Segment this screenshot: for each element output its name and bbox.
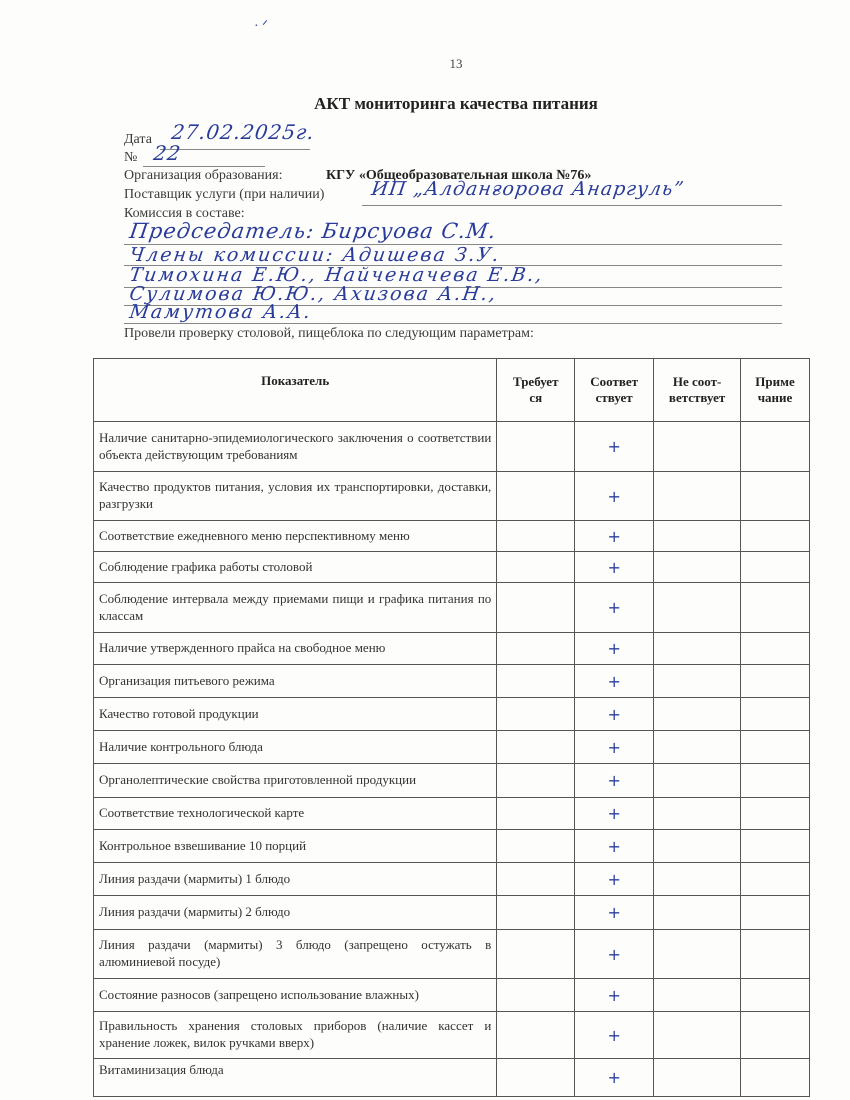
supplier-value: ИП „Алданғорова Анаргуль” (370, 178, 686, 200)
notes-cell (741, 830, 810, 863)
notes-cell (741, 583, 810, 633)
table-row (94, 979, 810, 1012)
table-row (94, 764, 810, 798)
plus-mark: + (607, 671, 621, 691)
notes-cell (741, 472, 810, 521)
col-header-complies (575, 359, 654, 422)
plus-mark: + (607, 598, 621, 617)
indicator-cell: Соблюдение графика работы столовой (94, 552, 497, 583)
plus-mark: + (607, 903, 621, 922)
commission-members-2: Тимохина Е.Ю., Найченачева Е.В., (128, 264, 546, 286)
required-cell (497, 731, 575, 764)
col-header-notes (741, 359, 810, 422)
not-complies-cell (654, 583, 741, 633)
commission-label: Комиссия в составе: (124, 206, 245, 221)
commission-members-4: Мамутова А.А. (128, 301, 314, 323)
indicator-cell: Соблюдение интервала между приемами пищи и графика питания по классам (94, 583, 497, 633)
required-cell (497, 764, 575, 798)
monitoring-table (93, 358, 810, 1097)
plus-mark: + (607, 944, 621, 964)
notes-cell (741, 863, 810, 896)
plus-mark: + (607, 737, 621, 757)
indicator-cell: Наличие контрольного блюда (94, 731, 497, 764)
check-intro-text: Провели проверку столовой, пищеблока по следующим параметрам: (124, 326, 534, 341)
complies-cell (575, 1059, 654, 1097)
col-header-required-line1: Требует (513, 373, 559, 389)
commission-members-1: Члены комиссии: Адишева З.У. (128, 244, 503, 266)
not-complies-cell (654, 979, 741, 1012)
commission-line-5 (124, 323, 782, 324)
plus-mark: + (607, 1068, 621, 1087)
notes-cell (741, 764, 810, 798)
notes-cell (741, 930, 810, 979)
not-complies-cell (654, 698, 741, 731)
required-cell (497, 863, 575, 896)
col-header-required (497, 359, 575, 422)
complies-cell (575, 863, 654, 896)
complies-cell (575, 552, 654, 583)
date-value: 27.02.2025г. (170, 120, 317, 144)
not-complies-cell (654, 552, 741, 583)
not-complies-cell (654, 731, 741, 764)
table-row (94, 830, 810, 863)
supplier-underline (362, 205, 782, 206)
required-cell (497, 583, 575, 633)
indicator-cell: Наличие утвержденного прайса на свободное меню (94, 633, 497, 665)
plus-mark: + (607, 1025, 621, 1045)
not-complies-cell (654, 472, 741, 521)
plus-mark: + (607, 437, 621, 456)
complies-cell (575, 1012, 654, 1059)
required-cell (497, 896, 575, 930)
plus-mark: + (607, 985, 621, 1005)
supplier-label: Поставщик услуги (при наличии) (124, 187, 325, 202)
col-header-not-complies-line1: Не соот- (672, 373, 722, 389)
plus-mark: + (607, 869, 621, 889)
org-label: Организация образования: (124, 168, 283, 183)
complies-cell (575, 764, 654, 798)
scan-specks: · ᐟ (254, 19, 269, 34)
complies-cell (575, 979, 654, 1012)
plus-mark: + (607, 771, 621, 790)
date-label: Дата (124, 132, 152, 147)
complies-cell (575, 830, 654, 863)
table-row (94, 583, 810, 633)
notes-cell (741, 1059, 810, 1097)
commission-members-3: Сулимова Ю.Ю., Ахизова А.Н., (128, 283, 499, 305)
not-complies-cell (654, 521, 741, 552)
table-row (94, 422, 810, 472)
org-value: КГУ «Общеобразовательная школа №76» (326, 168, 592, 183)
table-row (94, 1059, 810, 1097)
not-complies-cell (654, 798, 741, 830)
required-cell (497, 1012, 575, 1059)
table-row (94, 1012, 810, 1059)
table-row (94, 731, 810, 764)
indicator-cell: Правильность хранения столовых приборов (наличие кассет и хранение ложек, вилок ручками вверх) (94, 1012, 497, 1059)
indicator-cell: Линия раздачи (мармиты) 3 блюдо (запрещено остужать в алюминиевой посуде) (94, 930, 497, 979)
col-header-indicator-text: Показатель (261, 373, 330, 388)
col-header-indicator (94, 359, 497, 422)
notes-cell (741, 521, 810, 552)
indicator-cell: Состояние разносов (запрещено использование влажных) (94, 979, 497, 1012)
table-row (94, 665, 810, 698)
not-complies-cell (654, 633, 741, 665)
indicator-cell: Витаминизация блюда (94, 1059, 497, 1097)
complies-cell (575, 422, 654, 472)
required-cell (497, 552, 575, 583)
col-header-notes-line1: Приме (755, 373, 795, 389)
table-row (94, 521, 810, 552)
col-header-required-line2: ся (529, 390, 543, 405)
not-complies-cell (654, 1059, 741, 1097)
required-cell (497, 665, 575, 698)
required-cell (497, 698, 575, 731)
not-complies-cell (654, 930, 741, 979)
plus-mark: + (607, 704, 621, 724)
table-row (94, 863, 810, 896)
col-header-notes-line2: чание (757, 390, 793, 405)
required-cell (497, 521, 575, 552)
required-cell (497, 830, 575, 863)
table-row (94, 698, 810, 731)
indicator-cell: Контрольное взвешивание 10 порций (94, 830, 497, 863)
required-cell (497, 1059, 575, 1097)
not-complies-cell (654, 422, 741, 472)
indicator-cell: Линия раздачи (мармиты) 1 блюдо (94, 863, 497, 896)
notes-cell (741, 979, 810, 1012)
complies-cell (575, 665, 654, 698)
required-cell (497, 472, 575, 521)
complies-cell (575, 798, 654, 830)
notes-cell (741, 633, 810, 665)
indicator-cell: Качество продуктов питания, условия их транспортировки, доставки, разгрузки (94, 472, 497, 521)
plus-mark: + (607, 526, 621, 546)
plus-mark: + (607, 486, 621, 506)
complies-cell (575, 698, 654, 731)
col-header-not-complies (654, 359, 741, 422)
indicator-cell: Соответствие ежедневного меню перспективному меню (94, 521, 497, 552)
not-complies-cell (654, 830, 741, 863)
date-underline (160, 149, 310, 150)
document-title: АКТ мониторинга качества питания (314, 94, 598, 113)
indicator-cell: Линия раздачи (мармиты) 2 блюдо (94, 896, 497, 930)
complies-cell (575, 583, 654, 633)
table-row (94, 472, 810, 521)
indicator-cell: Наличие санитарно-эпидемиологического заключения о соответствии объекта действующим требованиям (94, 422, 497, 472)
notes-cell (741, 896, 810, 930)
not-complies-cell (654, 1012, 741, 1059)
not-complies-cell (654, 665, 741, 698)
complies-cell (575, 472, 654, 521)
notes-cell (741, 665, 810, 698)
plus-mark: + (607, 557, 621, 577)
complies-cell (575, 731, 654, 764)
col-header-complies-line2: ствует (595, 390, 633, 405)
indicator-cell: Организация питьевого режима (94, 665, 497, 698)
table-row (94, 552, 810, 583)
table-row (94, 896, 810, 930)
plus-mark: + (607, 836, 621, 856)
notes-cell (741, 731, 810, 764)
plus-mark: + (607, 804, 621, 823)
notes-cell (741, 422, 810, 472)
table-row (94, 633, 810, 665)
notes-cell (741, 798, 810, 830)
number-label: № (124, 150, 138, 165)
complies-cell (575, 930, 654, 979)
table-row (94, 798, 810, 830)
table-row (94, 930, 810, 979)
required-cell (497, 633, 575, 665)
required-cell (497, 979, 575, 1012)
page-number: 13 (449, 56, 463, 71)
col-header-complies-line1: Соответ (590, 373, 639, 389)
complies-cell (575, 521, 654, 552)
indicator-cell: Соответствие технологической карте (94, 798, 497, 830)
complies-cell (575, 633, 654, 665)
number-underline (143, 166, 265, 167)
number-value: 22 (152, 141, 183, 165)
notes-cell (741, 1012, 810, 1059)
complies-cell (575, 896, 654, 930)
required-cell (497, 422, 575, 472)
not-complies-cell (654, 863, 741, 896)
not-complies-cell (654, 896, 741, 930)
indicator-cell: Качество готовой продукции (94, 698, 497, 731)
commission-chair: Председатель: Бирсуова С.М. (128, 219, 499, 243)
plus-mark: + (607, 639, 621, 658)
notes-cell (741, 552, 810, 583)
required-cell (497, 930, 575, 979)
required-cell (497, 798, 575, 830)
col-header-not-complies-line2: ветствует (668, 390, 726, 405)
notes-cell (741, 698, 810, 731)
indicator-cell: Органолептические свойства приготовленной продукции (94, 764, 497, 798)
not-complies-cell (654, 764, 741, 798)
table-header-row (94, 359, 810, 422)
